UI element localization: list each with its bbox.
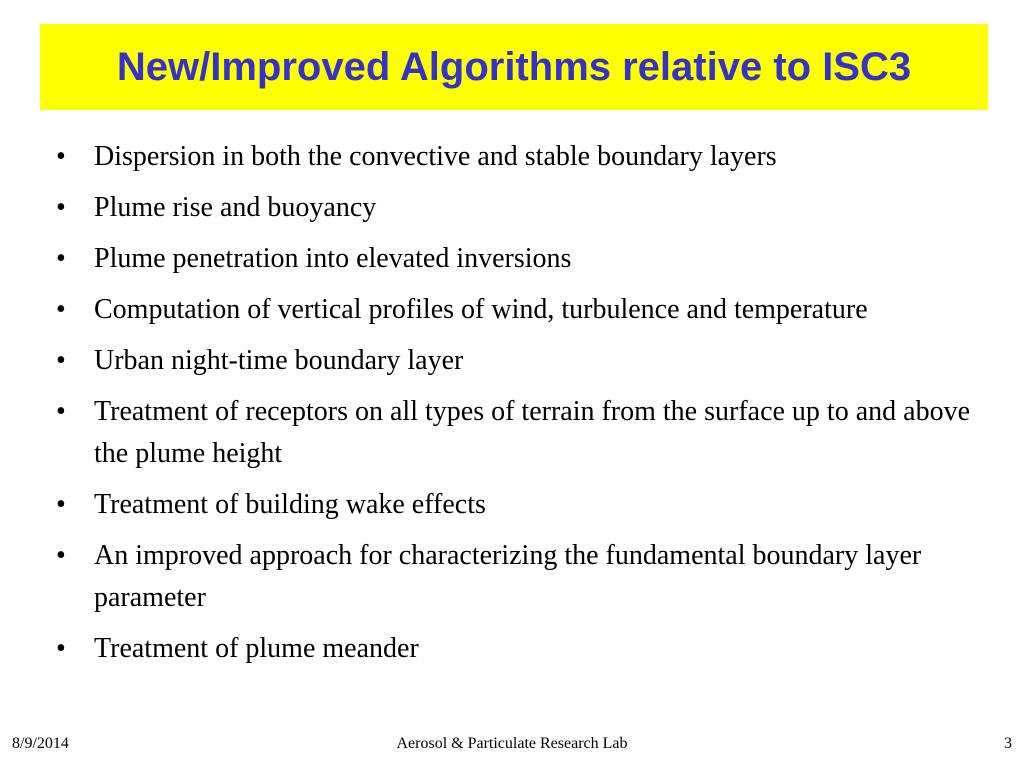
bullet-icon: • — [56, 243, 66, 274]
bullet-text: Plume penetration into elevated inversions — [94, 243, 572, 274]
bullet-item — [52, 391, 992, 475]
footer-date: 8/9/2014 — [12, 735, 69, 752]
slide-title: New/Improved Algorithms relative to ISC3 — [116, 44, 912, 89]
bullet-item — [52, 187, 992, 229]
bullet-icon: • — [56, 396, 66, 427]
bullet-item — [52, 289, 992, 331]
bullet-item — [52, 484, 992, 526]
bullet-item — [52, 535, 992, 619]
bullet-text: Treatment of plume meander — [94, 633, 419, 664]
bullet-icon: • — [56, 294, 66, 325]
bullet-text: Treatment of receptors on all types of terrain from the surface up to and above the plume height — [94, 396, 970, 469]
slide-title-banner — [40, 24, 988, 110]
bullet-icon: • — [56, 345, 66, 376]
footer-organization: Aerosol & Particulate Research Lab — [396, 735, 628, 752]
footer-page-number: 3 — [1004, 735, 1012, 752]
bullet-list — [52, 136, 992, 679]
bullet-icon: • — [56, 489, 66, 520]
bullet-text: Computation of vertical profiles of wind, turbulence and temperature — [94, 294, 868, 325]
bullet-text: Urban night-time boundary layer — [94, 345, 464, 376]
bullet-icon: • — [56, 633, 66, 664]
bullet-icon: • — [56, 540, 66, 571]
bullet-item — [52, 340, 992, 382]
bullet-text: Treatment of building wake effects — [94, 489, 486, 520]
bullet-item — [52, 238, 992, 280]
bullet-text: An improved approach for characterizing the fundamental boundary layer parameter — [94, 540, 922, 613]
bullet-text: Plume rise and buoyancy — [94, 192, 377, 223]
bullet-icon: • — [56, 192, 66, 223]
bullet-item — [52, 136, 992, 178]
bullet-item — [52, 628, 992, 670]
bullet-icon: • — [56, 141, 66, 172]
bullet-text: Dispersion in both the convective and stable boundary layers — [94, 141, 777, 172]
